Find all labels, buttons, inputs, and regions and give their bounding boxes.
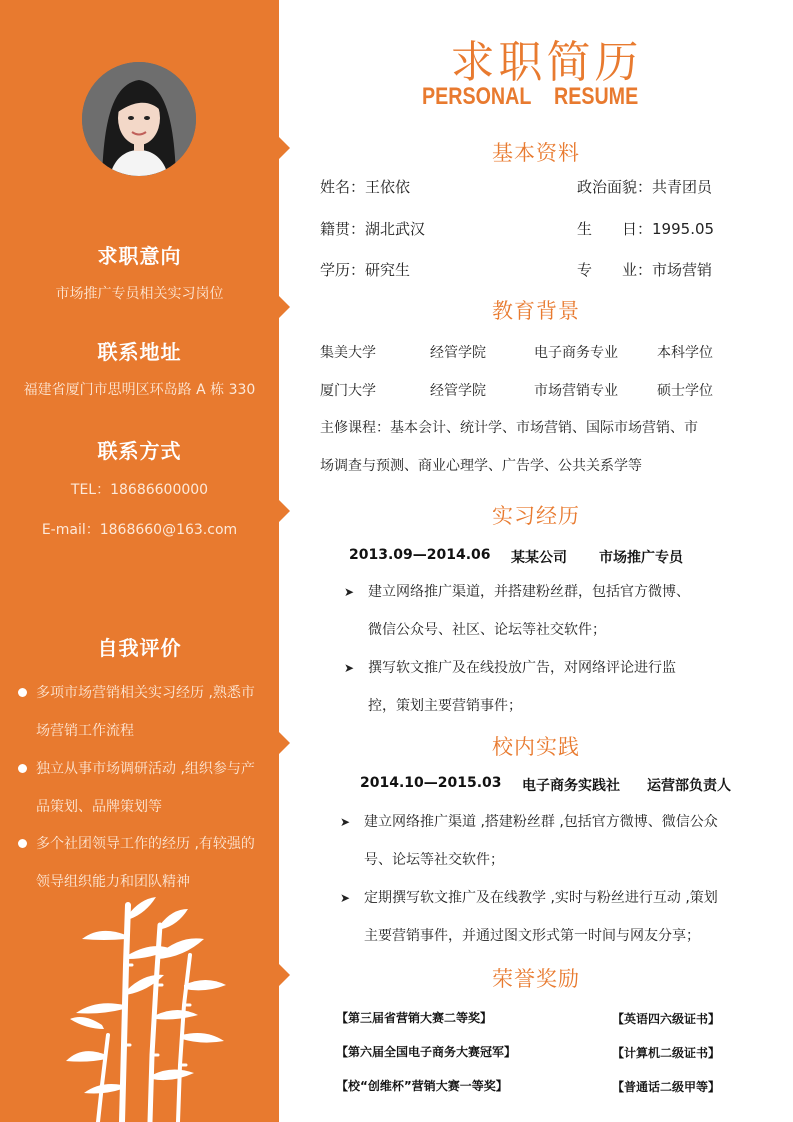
internship-company: 某某公司 <box>511 550 567 566</box>
edu-degree: 本科学位 <box>657 345 713 361</box>
degree-field: 学历：研究生 <box>320 261 411 279</box>
address-text: 福建省厦门市思明区环岛路 A 栋 330 <box>23 382 256 398</box>
name-field: 姓名：王依依 <box>320 178 411 196</box>
campus-role: 运营部负责人 <box>647 778 731 794</box>
bullet-dot-icon <box>18 839 27 848</box>
self-eval-item: 独立从事市场调研活动 ,组织参与产 品策划、品牌策划等 <box>18 750 270 826</box>
address-heading: 联系地址 <box>97 340 182 364</box>
title-en-resume: RESUME <box>554 83 639 110</box>
self-eval-item: 多个社团领导工作的经历 ,有较强的 领导组织能力和团队精神 <box>18 825 270 901</box>
edu-college: 经管学院 <box>430 345 486 361</box>
tel-text: TEL：18686600000 <box>70 482 209 498</box>
arrow-bullet-icon: ➤ <box>344 585 355 599</box>
arrow-bullet-icon: ➤ <box>340 891 351 905</box>
award-item: 【校“创维杯”营销大赛一等奖】 <box>336 1079 508 1093</box>
birth-field: 生 日：1995.05 <box>577 220 715 238</box>
certificate-item: 【英语四六级证书】 <box>612 1012 721 1026</box>
contact-heading: 联系方式 <box>97 439 182 463</box>
certificate-item: 【计算机二级证书】 <box>612 1046 721 1060</box>
basic-info-heading: 基本资料 <box>492 141 580 165</box>
arrow-bullet-icon: ➤ <box>344 661 355 675</box>
internship-role: 市场推广专员 <box>599 550 683 566</box>
courses-text: 场调查与预测、商业心理学、广告学、公共关系学等 <box>320 458 642 474</box>
self-eval-heading: 自我评价 <box>97 636 182 660</box>
edu-college: 经管学院 <box>430 383 486 399</box>
politics-field: 政治面貌：共青团员 <box>577 178 713 196</box>
award-item: 【第三届省营销大赛二等奖】 <box>336 1011 493 1025</box>
page-title: 求职简历 <box>450 37 643 88</box>
bullet-dot-icon <box>18 688 27 697</box>
major-field: 专 业：市场营销 <box>577 261 713 279</box>
internship-heading: 实习经历 <box>492 504 580 528</box>
edu-school: 集美大学 <box>320 345 376 361</box>
courses-text: 主修课程：基本会计、统计学、市场营销、国际市场营销、市 <box>320 420 698 436</box>
edu-major: 市场营销专业 <box>534 383 618 399</box>
internship-bullet: ➤ 建立网络推广渠道，并搭建粉丝群，包括官方微博、 微信公众号、社区、论坛等社交软件； <box>368 573 690 649</box>
certificate-item: 【普通话二级甲等】 <box>612 1080 721 1094</box>
campus-heading: 校内实践 <box>492 735 580 759</box>
email-text: E-mail：1868660@163.com <box>41 522 238 538</box>
self-eval-item: 多项市场营销相关实习经历 ,熟悉市 场营销工作流程 <box>18 674 270 750</box>
edu-major: 电子商务专业 <box>534 345 618 361</box>
title-en-personal: PERSONAL <box>422 83 532 110</box>
campus-bullet: ➤ 建立网络推广渠道 ,搭建粉丝群 ,包括官方微博、微信公众 号、论坛等社交软件； <box>364 803 718 879</box>
arrow-bullet-icon: ➤ <box>340 815 351 829</box>
internship-bullet: ➤ 撰写软文推广及在线投放广告，对网络评论进行监 控，策划主要营销事件； <box>368 649 676 725</box>
campus-bullet: ➤ 定期撰写软文推广及在线教学 ,实时与粉丝进行互动 ,策划 主要营销事件，并通过图文形式第一时间与网友分享； <box>364 879 718 955</box>
bamboo-decoration-icon <box>60 895 230 1122</box>
sidebar <box>0 0 279 1122</box>
bullet-dot-icon <box>18 764 27 773</box>
education-heading: 教育背景 <box>492 299 580 323</box>
origin-field: 籍贯：湖北武汉 <box>320 220 426 238</box>
honors-heading: 荣誉奖励 <box>492 967 580 991</box>
edu-school: 厦门大学 <box>320 383 376 399</box>
campus-org: 电子商务实践社 <box>522 778 620 794</box>
award-item: 【第六届全国电子商务大赛冠军】 <box>336 1045 517 1059</box>
edu-degree: 硕士学位 <box>657 383 713 399</box>
campus-period: 2014.10—2015.03 <box>360 775 502 791</box>
portrait-image <box>82 62 196 176</box>
internship-period: 2013.09—2014.06 <box>349 547 491 563</box>
objective-text: 市场推广专员相关实习岗位 <box>55 286 224 302</box>
avatar <box>82 62 196 176</box>
objective-heading: 求职意向 <box>97 244 182 268</box>
